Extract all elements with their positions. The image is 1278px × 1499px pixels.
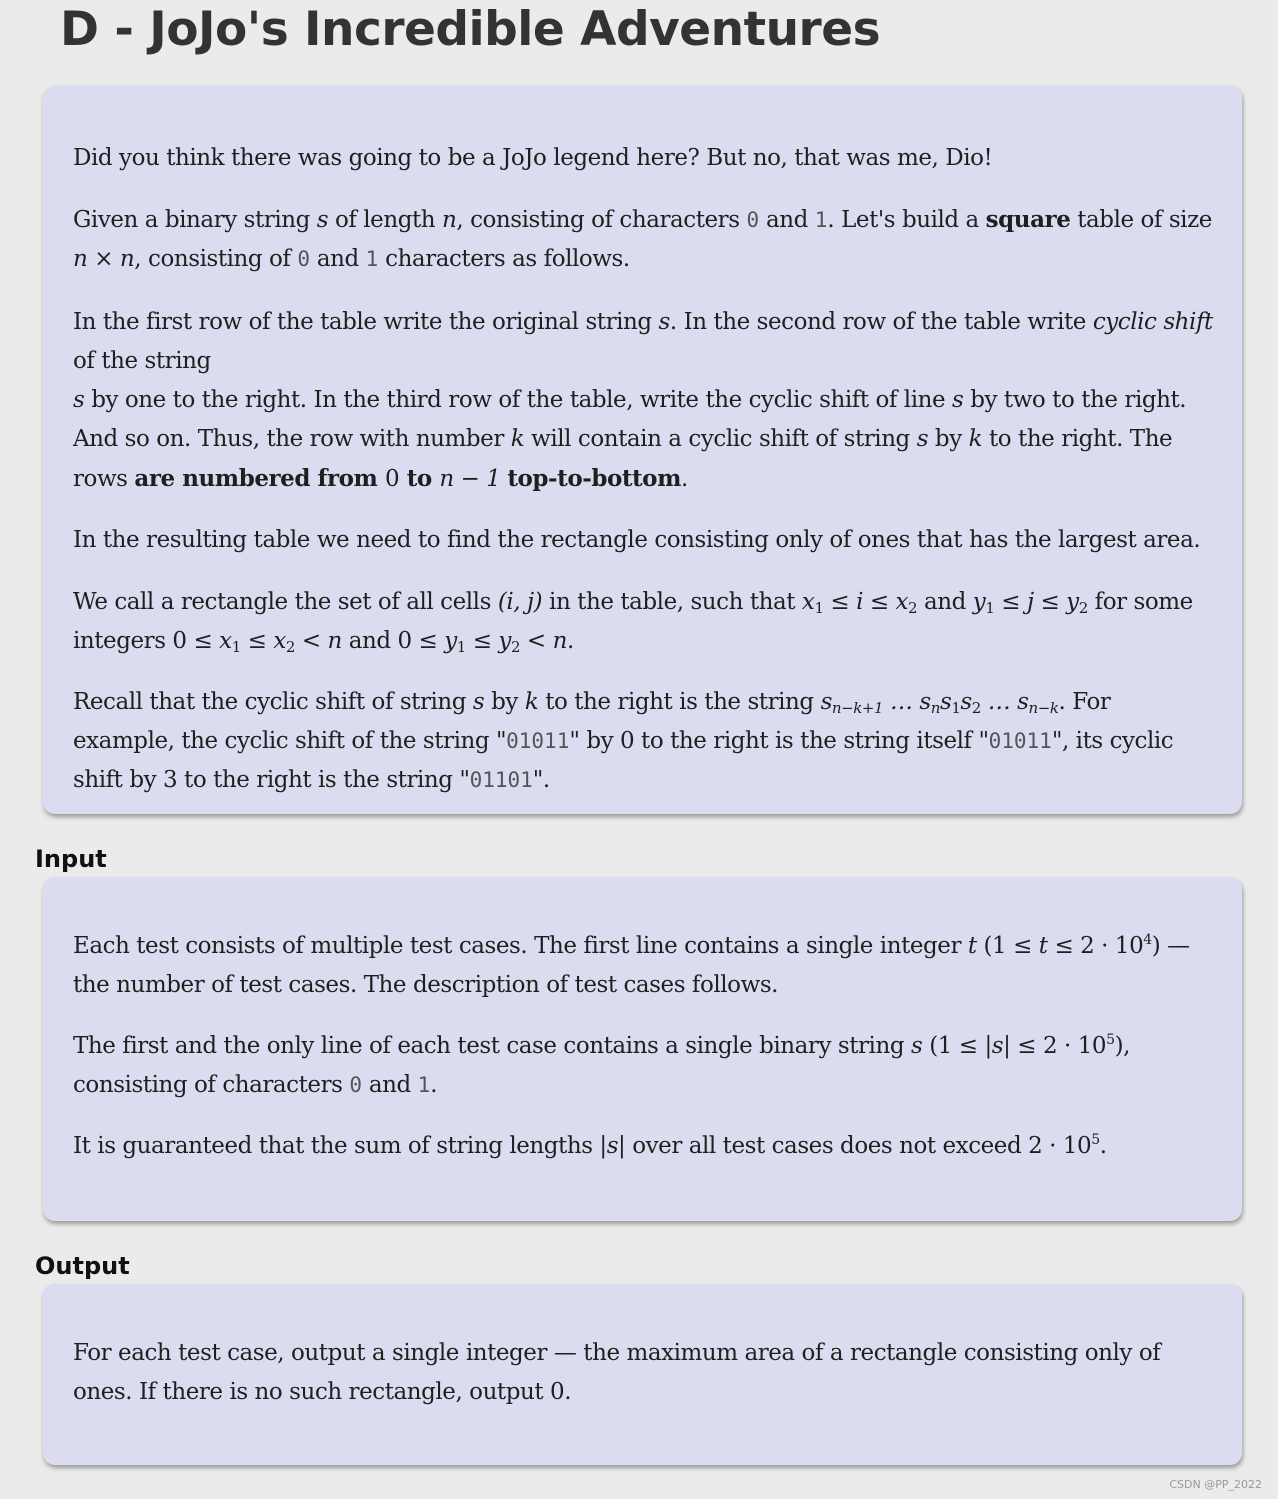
input-paragraph-2: The first and the only line of each test case contains a single binary string s $(1 \le |s| \le 2 \cdot 10^5)$, consisting of characters 0 and 1. bbox=[73, 1032, 1130, 1098]
input-heading: Input bbox=[35, 845, 107, 873]
input-paragraph-1: Each test consists of multiple test cases. The first line contains a single integer t $(1 \le t \le 2 \cdot 10^4)$ — the number of test cases. The description of test cases follows. bbox=[73, 932, 1190, 998]
statement-paragraph-4: In the resulting table we need to find the rectangle consisting only of ones that has the largest area. bbox=[73, 527, 1201, 553]
statement-paragraph-5: We call a rectangle the set of all cells (i, j) in the table, such that $x_1 \le i \le x_2$ and $y_1 \le j \le y_2$ for some integers $0 \le x_1 \le x_2 < n$ and $0 \le y_1 \le y_2 < n$. bbox=[73, 589, 1193, 656]
input-paragraph-3: It is guaranteed that the sum of string lengths |s| over all test cases does not exceed $2 \cdot 10^5$. bbox=[73, 1132, 1107, 1159]
output-paragraph-1: For each test case, output a single integer — the maximum area of a rectangle consisting only of ones. If there is no such rectangle, output 0. bbox=[73, 1340, 1161, 1405]
statement-paragraph-6: Recall that the cyclic shift of string s by k to the right is the string $s_{n-k+1}$ … $s_ns_1s_2$ … $s_{n-k}$. For example, the cyclic shift of the string "01011" by 0 to the right is the string itself "01011", its cyclic shift by 3 to the right is the string "01101". bbox=[73, 689, 1174, 793]
output-heading: Output bbox=[35, 1252, 130, 1280]
output-box bbox=[43, 1284, 1242, 1465]
watermark: CSDN @PP_2022 bbox=[1169, 1478, 1262, 1491]
input-box bbox=[43, 877, 1242, 1221]
statement-paragraph-2: Given a binary string s of length n, consisting of characters 0 and 1. Let's build a square table of size n × n, consisting of 0 and 1 characters as follows. bbox=[73, 206, 1212, 272]
statement-paragraph-1: Did you think there was going to be a JoJo legend here? But no, that was me, Dio! bbox=[73, 145, 993, 171]
statement-box bbox=[43, 86, 1242, 814]
problem-title: D - JoJo's Incredible Adventures bbox=[60, 2, 881, 57]
statement-paragraph-3: In the first row of the table write the original string s. In the second row of the table write cyclic shift of the string s by one to the right. In the third row of the table, write the cyclic shift of line s by two to the right. And so on. Thus, the row with number k will contain a cyclic shift of string s by k to the right. The rows are numbered from 0 to n − 1 top-to-bottom. bbox=[73, 309, 1213, 492]
